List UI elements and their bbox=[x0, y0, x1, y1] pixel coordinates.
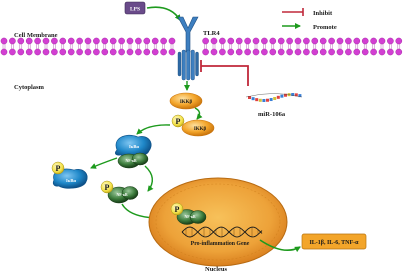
lipid-head bbox=[127, 49, 133, 55]
cytokines-label: IL-1β, IL-6, TNF-α bbox=[309, 240, 359, 246]
lipid-head bbox=[287, 38, 293, 44]
lipid-head bbox=[1, 38, 7, 44]
mirna-strand bbox=[246, 93, 302, 102]
phospho-nfkb-molecule bbox=[101, 181, 138, 203]
lipid-head bbox=[303, 49, 309, 55]
lipid-head bbox=[329, 38, 335, 44]
lipid-head bbox=[119, 49, 125, 55]
lipid-head bbox=[253, 49, 259, 55]
lipid-head bbox=[320, 49, 326, 55]
svg-text:P: P bbox=[55, 164, 61, 173]
svg-text:P: P bbox=[104, 183, 110, 192]
nfkb-release-arrow bbox=[145, 166, 152, 191]
lipid-head bbox=[387, 38, 393, 44]
lps-label: LPS bbox=[129, 6, 141, 13]
lipid-head bbox=[261, 49, 267, 55]
lipid-head bbox=[135, 49, 141, 55]
lipid-head bbox=[110, 49, 116, 55]
lipid-head bbox=[9, 49, 15, 55]
lipid-head bbox=[236, 49, 242, 55]
lipid-head bbox=[18, 49, 24, 55]
lipid-head bbox=[203, 49, 209, 55]
mirna-label: miR-106a bbox=[258, 111, 286, 118]
lipid-head bbox=[1, 49, 7, 55]
gene-label: Pro-inflammation Gene bbox=[190, 241, 250, 247]
lipid-head bbox=[303, 38, 309, 44]
lipid-head bbox=[26, 49, 32, 55]
lipid-head bbox=[211, 49, 217, 55]
lipid-head bbox=[379, 38, 385, 44]
lipid-head bbox=[228, 38, 234, 44]
lipid-head bbox=[219, 49, 225, 55]
lps-to-tlr4-arrow bbox=[147, 7, 180, 20]
lipid-head bbox=[228, 49, 234, 55]
lipid-head bbox=[312, 38, 318, 44]
lipid-head bbox=[396, 49, 402, 55]
lipid-head bbox=[354, 49, 360, 55]
cell-membrane bbox=[1, 38, 402, 55]
lipid-head bbox=[169, 49, 175, 55]
ikkb-phosphorylation-arrow bbox=[195, 108, 200, 119]
lipid-head bbox=[278, 49, 284, 55]
lipid-head bbox=[161, 49, 167, 55]
ikkb-to-complex-arrow bbox=[137, 125, 170, 134]
lipid-head bbox=[144, 49, 150, 55]
lipid-head bbox=[295, 38, 301, 44]
lps bbox=[125, 2, 145, 14]
lipid-head bbox=[60, 38, 66, 44]
lipid-head bbox=[270, 49, 276, 55]
promote-legend-label: Promote bbox=[313, 24, 337, 31]
lipid-head bbox=[396, 38, 402, 44]
mirna-inhibit-arrow bbox=[201, 66, 248, 86]
lipid-head bbox=[287, 49, 293, 55]
phospho-nfkb-label: NF-κB bbox=[116, 193, 128, 197]
lipid-head bbox=[219, 38, 225, 44]
phospho-ikba-molecule bbox=[52, 162, 87, 188]
lipid-head bbox=[345, 38, 351, 44]
lipid-head bbox=[211, 38, 217, 44]
lipid-head bbox=[85, 38, 91, 44]
lipid-head bbox=[102, 49, 108, 55]
lipid-head bbox=[379, 49, 385, 55]
lipid-head bbox=[253, 38, 259, 44]
nuclear-nfkb-label: NF-κB bbox=[184, 215, 196, 219]
inhibit-legend-label: Inhibit bbox=[313, 10, 333, 17]
lipid-head bbox=[35, 49, 41, 55]
lipid-head bbox=[362, 49, 368, 55]
lipid-head bbox=[93, 38, 99, 44]
tlr4-label: TLR4 bbox=[203, 30, 220, 37]
lipid-head bbox=[245, 38, 251, 44]
lipid-head bbox=[371, 49, 377, 55]
lipid-head bbox=[68, 38, 74, 44]
lipid-head bbox=[169, 38, 175, 44]
ikkb-molecule bbox=[170, 93, 202, 109]
lipid-head bbox=[371, 38, 377, 44]
lipid-head bbox=[102, 38, 108, 44]
complex-nfkb-label: NF-κB bbox=[125, 159, 137, 163]
lipid-head bbox=[278, 38, 284, 44]
lipid-head bbox=[93, 49, 99, 55]
lipid-head bbox=[51, 49, 57, 55]
lipid-head bbox=[43, 49, 49, 55]
cell-membrane-label: Cell Membrane bbox=[14, 32, 58, 39]
nucleus bbox=[149, 178, 287, 266]
lipid-head bbox=[270, 38, 276, 44]
lipid-head bbox=[161, 38, 167, 44]
lipid-head bbox=[345, 49, 351, 55]
legend bbox=[282, 8, 337, 31]
lipid-head bbox=[144, 38, 150, 44]
lipid-head bbox=[77, 38, 83, 44]
lipid-head bbox=[245, 49, 251, 55]
lipid-head bbox=[329, 49, 335, 55]
nucleus-label: Nucleus bbox=[205, 266, 228, 273]
cytokines-box bbox=[302, 234, 366, 249]
phospho-ikkb-label: IKKβ bbox=[193, 127, 207, 132]
lipid-head bbox=[152, 38, 158, 44]
svg-text:P: P bbox=[175, 117, 181, 126]
lipid-head bbox=[362, 38, 368, 44]
lipid-head bbox=[354, 38, 360, 44]
phospho-ikba-label: IκBα bbox=[66, 178, 76, 183]
lipid-head bbox=[68, 49, 74, 55]
lipid-head bbox=[387, 49, 393, 55]
lipid-head bbox=[295, 49, 301, 55]
phospho-ikkb-molecule bbox=[172, 115, 214, 136]
lipid-head bbox=[127, 38, 133, 44]
lipid-head bbox=[261, 38, 267, 44]
ikkb-label: IKKβ bbox=[179, 100, 193, 105]
complex-ikba-label: IκBα bbox=[129, 144, 139, 149]
lipid-head bbox=[337, 38, 343, 44]
lipid-head bbox=[135, 38, 141, 44]
lipid-head bbox=[312, 49, 318, 55]
lipid-head bbox=[236, 38, 242, 44]
lipid-head bbox=[203, 38, 209, 44]
lipid-head bbox=[77, 49, 83, 55]
svg-text:P: P bbox=[174, 205, 180, 214]
lipid-head bbox=[320, 38, 326, 44]
ikba-degradation-arrow bbox=[91, 158, 117, 168]
lipid-head bbox=[110, 38, 116, 44]
lipid-head bbox=[60, 49, 66, 55]
tlr4-receptor bbox=[178, 17, 199, 80]
lipid-head bbox=[152, 49, 158, 55]
cytoplasm-label: Cytoplasm bbox=[14, 84, 44, 91]
lipid-head bbox=[119, 38, 125, 44]
lipid-head bbox=[337, 49, 343, 55]
lipid-head bbox=[85, 49, 91, 55]
ikba-nfkb-complex bbox=[115, 135, 151, 168]
